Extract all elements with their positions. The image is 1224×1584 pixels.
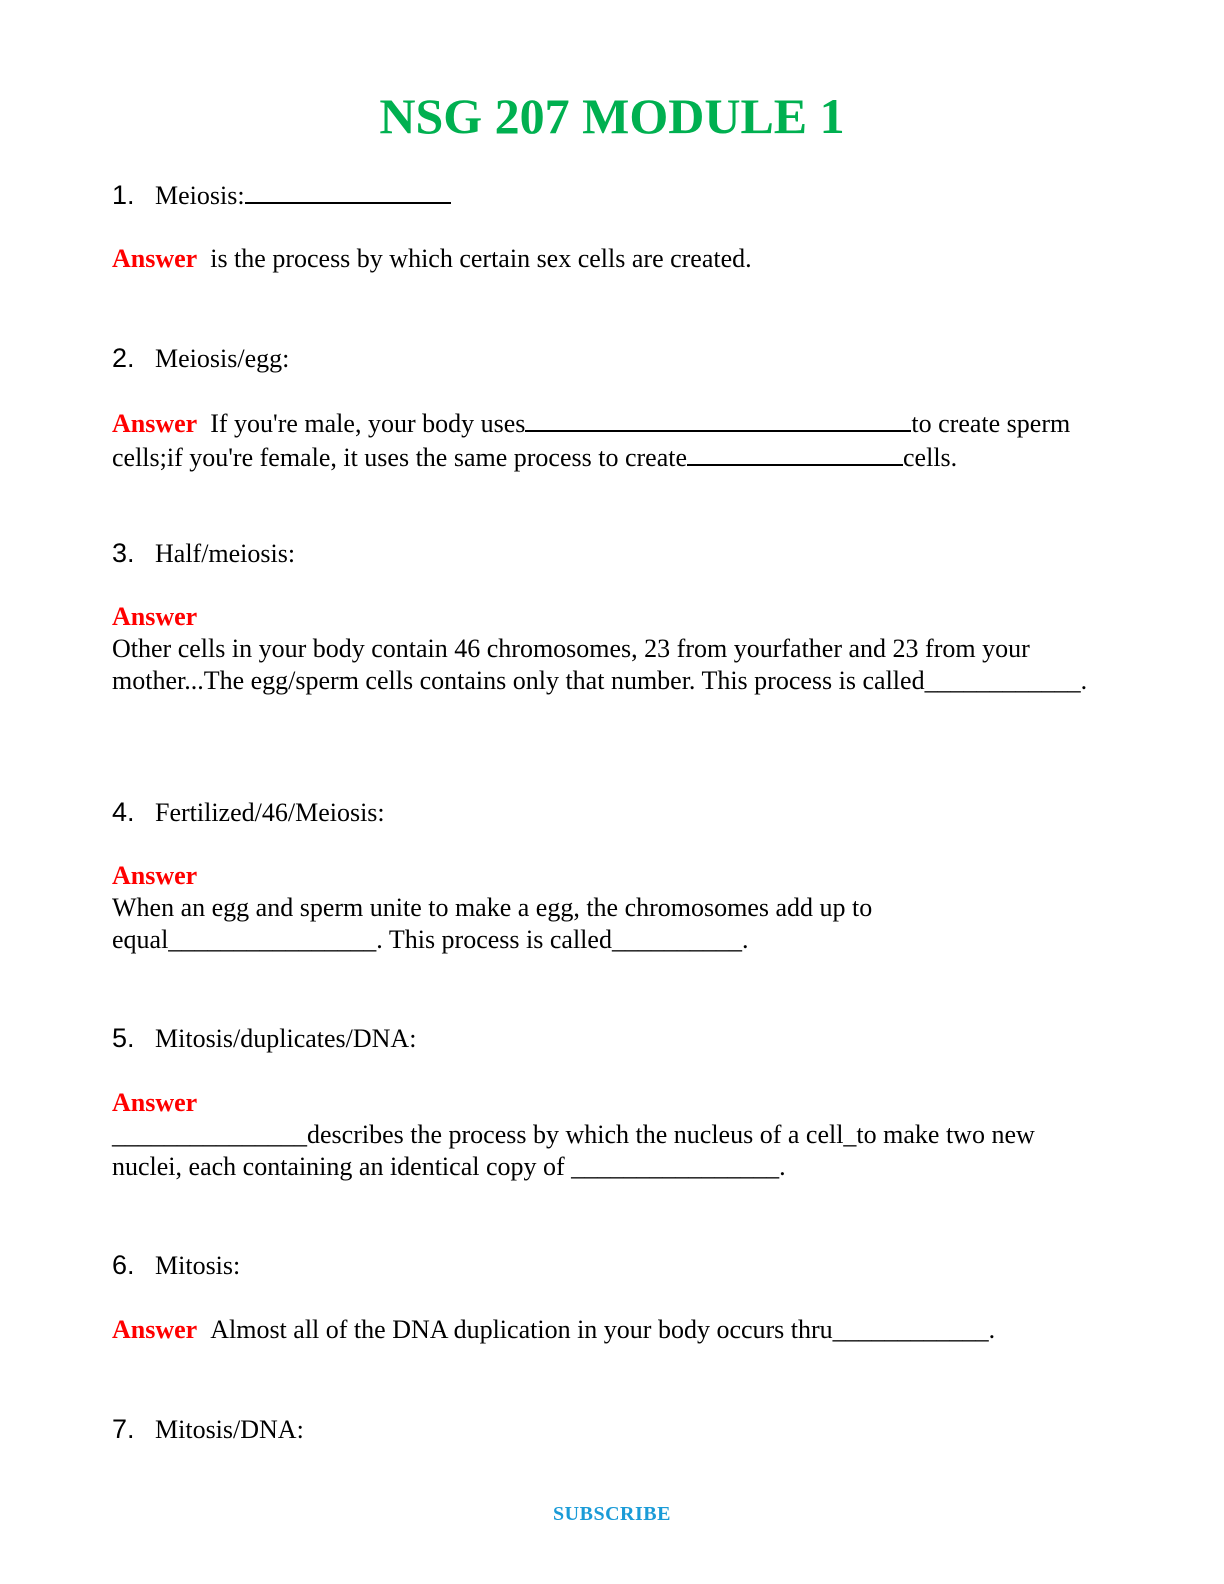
answer-text: cells;if you're female, it uses the same process to create — [112, 443, 688, 472]
question-number: 1. — [112, 180, 135, 210]
answer-text: If you're male, your body uses — [210, 409, 526, 438]
answer-blank — [245, 178, 451, 204]
answer-4 — [112, 860, 1112, 956]
question-3 — [112, 537, 295, 570]
question-prompt: Meiosis/egg: — [155, 344, 290, 373]
answer-line-1 — [112, 406, 1112, 440]
question-prompt: Mitosis/DNA: — [155, 1415, 304, 1444]
subscribe-link[interactable]: SUBSCRIBE — [553, 1503, 671, 1525]
question-prompt: Mitosis: — [155, 1251, 241, 1280]
question-number: 7. — [112, 1414, 135, 1444]
question-prompt: Meiosis: — [155, 181, 245, 210]
answer-text: to create sperm — [911, 409, 1071, 438]
question-number: 6. — [112, 1250, 135, 1280]
answer-blank — [687, 440, 903, 466]
question-prompt: Fertilized/46/Meiosis: — [155, 798, 385, 827]
answer-text: nuclei, each containing an identical copy of ________________. — [112, 1152, 786, 1181]
question-number: 3. — [112, 538, 135, 568]
answer-line-2 — [112, 440, 1112, 474]
answer-5 — [112, 1087, 1112, 1183]
question-4 — [112, 796, 385, 829]
question-number: 4. — [112, 797, 135, 827]
answer-2 — [112, 406, 1112, 474]
question-number: 5. — [112, 1023, 135, 1053]
question-prompt: Half/meiosis: — [155, 539, 296, 568]
question-number: 2. — [112, 343, 135, 373]
answer-text: Other cells in your body contain 46 chromosomes, 23 from yourfather and 23 from your mother...The egg/sperm cells contains only that number. This process is called____________. — [112, 634, 1088, 695]
answer-text: cells. — [903, 443, 958, 472]
answer-label: Answer — [112, 602, 198, 631]
answer-text: _______________describes the process by which the nucleus of a cell_to make two new — [112, 1120, 1035, 1149]
answer-6 — [112, 1314, 1112, 1346]
answer-3 — [112, 601, 1102, 697]
answer-text: When an egg and sperm unite to make a egg, the chromosomes add up to — [112, 893, 873, 922]
answer-label: Answer — [112, 409, 198, 438]
answer-text: equal________________. This process is called__________. — [112, 925, 749, 954]
answer-1 — [112, 243, 1112, 275]
answer-label: Answer — [112, 1315, 198, 1344]
answer-label: Answer — [112, 1088, 198, 1117]
question-5 — [112, 1022, 416, 1055]
answer-label: Answer — [112, 244, 198, 273]
answer-text: is the process by which certain sex cells are created. — [210, 244, 752, 273]
question-6 — [112, 1249, 240, 1282]
question-prompt: Mitosis/duplicates/DNA: — [155, 1024, 417, 1053]
answer-text: Almost all of the DNA duplication in your body occurs thru____________. — [210, 1315, 996, 1344]
answer-blank — [525, 406, 911, 432]
answer-label: Answer — [112, 861, 198, 890]
question-2 — [112, 342, 289, 375]
question-1 — [112, 178, 451, 212]
question-7 — [112, 1413, 304, 1446]
page-title: NSG 207 MODULE 1 — [379, 88, 845, 144]
